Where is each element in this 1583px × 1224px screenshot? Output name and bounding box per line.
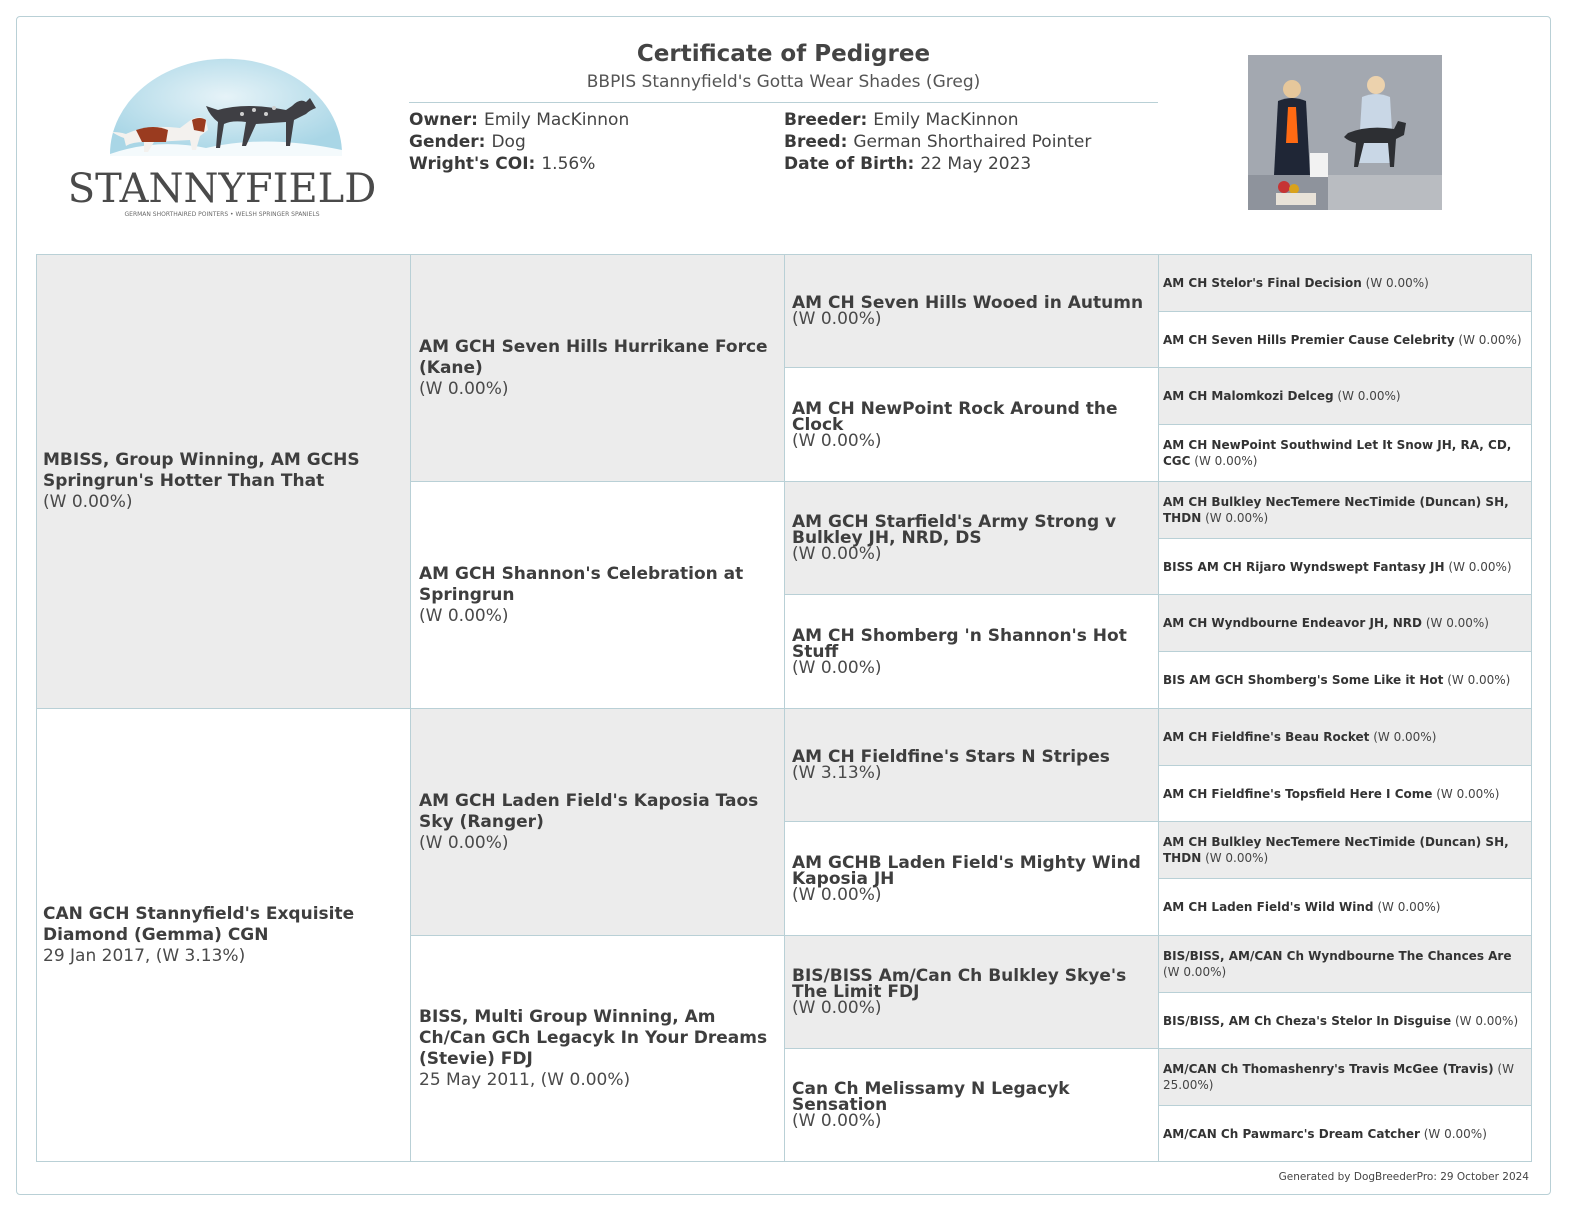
coi-label: Wright's COI: [409, 154, 536, 174]
breed-value: German Shorthaired Pointer [853, 132, 1092, 152]
dam-cell [37, 709, 411, 1161]
grandparent-details: 25 May 2011, (W 0.00%) [419, 1069, 631, 1090]
dam-details: 29 Jan 2017, (W 3.13%) [43, 945, 246, 966]
page-title: Certificate of Pedigree [636, 41, 931, 67]
breeder-label: Breeder: [784, 110, 868, 130]
great-grandparent-cell [785, 936, 1159, 1049]
grandparent-name: AM GCH Laden Field's Kaposia Taos Sky (Ranger) [419, 790, 759, 832]
great-grandparent-cell [785, 368, 1159, 482]
great-grandparent-name: Can Ch Melissamy N Legacyk Sensation [792, 1079, 1070, 1115]
grandparent-coi: (W 0.00%) [419, 832, 509, 853]
grandparent-cell [411, 255, 785, 482]
great-grandparent-name: AM CH NewPoint Rock Around the Clock [792, 398, 1118, 435]
great-grandparent-coi: (W 0.00%) [792, 884, 882, 905]
details-left [409, 109, 629, 175]
gg-grandparent-cell [1159, 709, 1531, 766]
gg-grandparent-coi: (W 0.00%) [1163, 965, 1227, 979]
great-grandparent-name: AM CH Shomberg 'n Shannon's Hot Stuff [792, 625, 1127, 662]
breed-label: Breed: [784, 132, 848, 152]
dob-value: 22 May 2023 [920, 154, 1032, 174]
grandparent-name: AM GCH Shannon's Celebration at Springrun [419, 563, 744, 605]
gg-grandparent-cell [1159, 652, 1531, 709]
gg-grandparent-name: AM CH Bulkley NecTemere NecTimide (Duncan) SH, THDN [1163, 495, 1509, 525]
gg-grandparent-cell [1159, 368, 1531, 425]
gg-grandparent-coi: (W 0.00%) [1365, 276, 1429, 290]
gg-grandparent-cell [1159, 595, 1531, 652]
gg-grandparent-cell [1159, 879, 1531, 936]
sire-coi: (W 0.00%) [43, 492, 133, 512]
great-grandparent-cell [785, 255, 1159, 368]
gg-grandparent-cell [1159, 822, 1531, 879]
coi-value: 1.56% [541, 154, 596, 174]
gg-grandparent-coi: (W 0.00%) [1458, 332, 1522, 347]
gg-grandparent-name: AM CH Seven Hills Premier Cause Celebrity [1163, 332, 1455, 347]
gg-grandparent-name: AM CH Laden Field's Wild Wind [1163, 900, 1374, 914]
gg-grandparent-name: AM/CAN Ch Pawmarc's Dream Catcher [1163, 1126, 1420, 1141]
great-grandparent-coi: (W 0.00%) [792, 309, 882, 329]
gg-grandparent-cell [1159, 539, 1531, 595]
gg-grandparent-coi: (W 0.00%) [1337, 389, 1401, 403]
great-grandparent-name: AM GCHB Laden Field's Mighty Wind Kaposia JH [792, 852, 1141, 889]
gg-grandparent-coi: (W 25.00%) [1163, 1062, 1514, 1092]
great-grandparent-cell [785, 709, 1159, 822]
gg-grandparent-cell [1159, 425, 1531, 482]
grandparent-name: AM GCH Seven Hills Hurrikane Force (Kane) [419, 336, 768, 378]
great-grandparent-cell [785, 482, 1159, 595]
gg-grandparent-name: AM CH NewPoint Southwind Let It Snow JH, RA, CD, CGC [1163, 438, 1512, 468]
great-grandparent-coi: (W 3.13%) [792, 763, 882, 783]
gg-grandparent-name: AM/CAN Ch Thomashenry's Travis McGee (Travis) [1163, 1062, 1494, 1076]
gg-grandparent-name: AM CH Stelor's Final Decision [1163, 276, 1362, 290]
great-grandparent-cell [785, 1049, 1159, 1161]
gg-grandparent-coi: (W 0.00%) [1423, 1126, 1487, 1141]
dob-label: Date of Birth: [784, 154, 915, 174]
gg-grandparent-coi: (W 0.00%) [1377, 900, 1441, 914]
great-grandparent-coi: (W 0.00%) [792, 657, 882, 678]
gg-grandparent-coi: (W 0.00%) [1205, 511, 1269, 525]
gg-grandparent-name: AM CH Fieldfine's Topsfield Here I Come [1163, 786, 1433, 801]
gg-grandparent-name: AM CH Fieldfine's Beau Rocket [1163, 730, 1370, 744]
gg-grandparent-coi: (W 0.00%) [1425, 616, 1489, 630]
great-grandparent-cell [785, 822, 1159, 936]
gg-grandparent-cell [1159, 312, 1531, 368]
owner-value: Emily MacKinnon [483, 110, 630, 130]
gg-grandparent-coi: (W 0.00%) [1454, 1013, 1519, 1028]
gg-grandparent-name: BIS AM GCH Shomberg's Some Like it Hot [1163, 673, 1444, 687]
sire-name: MBISS, Group Winning, AM GCHS Springrun's Hotter Than That [43, 450, 360, 491]
great-grandparent-coi: (W 0.00%) [792, 430, 882, 451]
sire-cell [37, 255, 411, 709]
great-grandparent-name: AM CH Seven Hills Wooed in Autumn [792, 293, 1144, 313]
gg-grandparent-coi: (W 0.00%) [1205, 851, 1269, 865]
great-grandparent-name: BIS/BISS Am/Can Ch Bulkley Skye's The Limit FDJ [792, 966, 1127, 1002]
grandparent-name: BISS, Multi Group Winning, Am Ch/Can GCh Legacyk In Your Dreams (Stevie) FDJ [419, 1006, 768, 1069]
gg-grandparent-name: BIS/BISS, AM/CAN Ch Wyndbourne The Chances Are [1163, 949, 1512, 963]
logo-tagline: GERMAN SHORTHAIRED POINTERS • WELSH SPRINGER SPANIELS [124, 211, 320, 218]
great-grandparent-cell [785, 595, 1159, 709]
header-divider [409, 102, 1158, 103]
grandparent-coi: (W 0.00%) [419, 605, 509, 626]
gg-grandparent-cell [1159, 766, 1531, 822]
gg-grandparent-coi: (W 0.00%) [1436, 786, 1500, 801]
gg-grandparent-name: AM CH Bulkley NecTemere NecTimide (Duncan) SH, THDN [1163, 835, 1509, 865]
gg-grandparent-cell [1159, 1106, 1531, 1161]
gg-grandparent-cell [1159, 936, 1531, 993]
gg-grandparent-cell [1159, 1049, 1531, 1106]
gg-grandparent-name: BIS/BISS, AM Ch Cheza's Stelor In Disguise [1163, 1013, 1452, 1028]
great-grandparent-coi: (W 0.00%) [792, 544, 882, 564]
great-grandparent-name: AM CH Fieldfine's Stars N Stripes [792, 747, 1110, 767]
dog-show-photo [1248, 55, 1442, 210]
great-grandparent-coi: (W 0.00%) [792, 998, 882, 1018]
gg-grandparent-cell [1159, 993, 1531, 1049]
gg-grandparent-cell [1159, 255, 1531, 312]
grandparent-cell [411, 482, 785, 709]
grandparent-cell [411, 709, 785, 936]
gender-value: Dog [491, 132, 526, 152]
gg-grandparent-name: AM CH Wyndbourne Endeavor JH, NRD [1163, 616, 1422, 630]
great-grandparent-name: AM GCH Starfield's Army Strong v Bulkley JH, NRD, DS [792, 512, 1117, 548]
dog-name: BBPIS Stannyfield's Gotta Wear Shades (Greg) [586, 72, 981, 92]
generated-by-footer: Generated by DogBreederPro: 29 October 2024 [1278, 1171, 1529, 1183]
gg-grandparent-cell [1159, 482, 1531, 539]
pedigree-grid [36, 254, 1532, 1162]
grandparent-coi: (W 0.00%) [419, 378, 509, 399]
gg-grandparent-coi: (W 0.00%) [1373, 730, 1437, 744]
gg-grandparent-name: AM CH Malomkozi Delceg [1163, 389, 1334, 403]
gg-grandparent-coi: (W 0.00%) [1448, 559, 1512, 574]
gg-grandparent-name: BISS AM CH Rijaro Wyndswept Fantasy JH [1163, 559, 1445, 574]
gender-label: Gender: [409, 132, 486, 152]
gg-grandparent-coi: (W 0.00%) [1194, 454, 1258, 468]
grandparent-cell [411, 936, 785, 1161]
breeder-value: Emily MacKinnon [873, 110, 1019, 130]
dam-name: CAN GCH Stannyfield's Exquisite Diamond (Gemma) CGN [43, 903, 355, 945]
details-right [784, 109, 1091, 175]
great-grandparent-coi: (W 0.00%) [792, 1111, 882, 1131]
logo-brand: STANNYFIELD [67, 166, 377, 212]
owner-label: Owner: [409, 110, 478, 130]
gg-grandparent-coi: (W 0.00%) [1447, 673, 1511, 687]
kennel-logo [67, 50, 377, 222]
